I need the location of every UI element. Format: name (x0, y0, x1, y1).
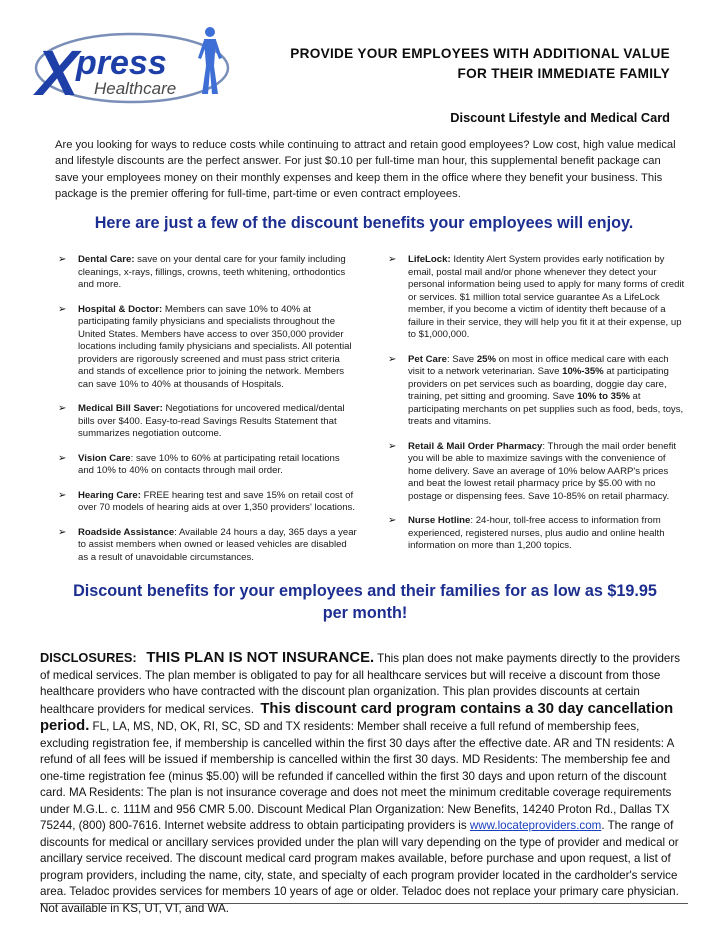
arrow-bullet-icon: ➢ (388, 515, 397, 526)
benefit-label: Nurse Hotline (408, 515, 471, 526)
benefit-label: LifeLock: (408, 254, 451, 265)
arrow-bullet-icon: ➢ (58, 303, 67, 315)
benefit-item-vision (58, 453, 358, 478)
benefits-right-column (388, 254, 686, 565)
benefit-text: save on your dental care for your family including cleanings, x-rays, fillings, crowns, teeth whitening, orthodontics and more. (78, 254, 346, 290)
arrow-bullet-icon: ➢ (388, 254, 397, 265)
benefit-item-hearing (58, 490, 358, 515)
arrow-bullet-icon: ➢ (388, 440, 397, 452)
cancellation-headline: This discount card program contains a 30 day cancellation period. (40, 700, 674, 734)
header-line-1: PROVIDE YOUR EMPLOYEES WITH ADDITIONAL VALUE (290, 46, 670, 61)
benefit-label: Medical Bill Saver: (78, 403, 163, 414)
arrow-bullet-icon: ➢ (58, 526, 67, 538)
benefit-item-hospital (58, 304, 358, 392)
header-line-2: FOR THEIR IMMEDIATE FAMILY (457, 66, 670, 81)
benefits-banner: Here are just a few of the discount benefits your employees will enjoy. (94, 214, 634, 232)
logo-top-text: press (76, 44, 167, 82)
benefit-text: : Through the mail order benefit you will be able to maximize savings with the convenience of home delivery. Save an average of 10% below AARP's prices and beat the lowest retail pharmacy price by $5.00 with no postage or dispensing fees. Save 10-85% on retail pharmacy. (408, 440, 677, 502)
benefit-item-dental (58, 254, 358, 292)
benefit-text: Identity Alert System provides early notification by email, postal mail and/or phone whenever they detect your personal information being used to apply for many forms of credit or services. $1 million total service guarantee As a LifeLock member, if you become a victim of identity theft because of a failure in their service, they will help you fit it at their expense, up to $1,000,000. (408, 254, 685, 340)
benefit-item-lifelock (388, 254, 686, 342)
benefit-label: Roadside Assistance (78, 526, 175, 538)
benefit-item-roadside (58, 527, 358, 565)
benefit-item-pharmacy (388, 441, 686, 504)
benefit-label: Dental Care: (78, 254, 135, 265)
intro-paragraph: Are you looking for ways to reduce costs while continuing to attract and retain good employees? Low cost, high value medical and lifestyle discounts are the perfect answer. For just $0.10 per full-time man hour, this supplemental benefit package can save your employees money on their monthly expenses and keep them in the office where they benefit your business. This package is the premier offering for full-time, part-time or even contract employees. (55, 139, 676, 201)
benefit-item-nurse-hotline (388, 515, 686, 553)
benefit-text: FREE hearing test and save 15% on retail cost of over 70 models of hearing aids at over 1,350 providers' locations. (78, 489, 356, 513)
not-insurance-headline: THIS PLAN IS NOT INSURANCE. (146, 650, 375, 666)
benefit-label: Hospital & Doctor: (78, 303, 163, 315)
header-title (230, 44, 670, 84)
locate-providers-link[interactable]: www.locateproviders.com (469, 819, 602, 832)
benefit-label: Retail & Mail Order Pharmacy (408, 440, 543, 452)
logo-bottom-text: Healthcare (94, 79, 177, 98)
benefit-text: Members can save 10% to 40% at participating family physicians and specialists throughout the United States. Members have access to over 350,000 provider locations including family physicians and specialists. All potential providers are rigorously screened and must pass strict criteria and stands of excellence prior to joining the network. Members can save 10% to 40% at thousands of Hospitals. (78, 303, 352, 390)
benefit-text: : Save 25% on most in office medical care with each visit to a network veterinarian. Save 10%-35% at participating providers on pet services such as boarding, doggie day care, training, pet sitting and grooming. Save 10% to 35% at participating merchants on pet supplies such as food, beds, toys, treats and vitamins. (408, 353, 684, 427)
benefit-text: Negotiations for uncovered medical/dental bills over $400. Easy-to-read Savings Results Statement that summarizes negotiation outcome. (78, 403, 345, 439)
disclosures-text-2: FL, LA, MS, ND, OK, RI, SC, SD and TX residents: Member shall receive a full refund of membership fees, excluding registration fee, if membership is cancelled within the first 30 days after the effective date. AR and TN residents: A refund of all fees will be issued if membership is cancelled within the first 30 days. MD Residents: The membership fee and one-time registration fee (minus $5.00) will be refunded if cancelled within the first 30 days and upon return of the discount card. MA Residents: The plan is not insurance coverage and does not meet the minimum creditable coverage requirements under M.G.L. c. 111M and 956 CMR 5.00. Discount Medical Plan Organization: New Benefits, 14240 Proton Rd., Dallas TX 75244, (800) 800-7616. Internet website address to obtain participating providers is (40, 720, 674, 832)
disclosures (40, 650, 688, 917)
disclosures-text-1: This plan does not make payments directly to the providers of medical services. The plan member is obligated to pay for all healthcare services but will receive a discount from those healthcare providers who have contracted with the discount plan organization. This plan provides discounts at certain healthcare providers for medical services. (40, 652, 680, 716)
benefit-text: : Available 24 hours a day, 365 days a year to assist members when owned or leased vehicles are disabled as a result of unavoidable circumstances. (78, 526, 357, 563)
xpress-healthcare-logo (32, 20, 232, 110)
benefit-text: : save 10% to 60% at participating retail locations and 10% to 40% on contacts through mail order. (78, 452, 340, 476)
arrow-bullet-icon: ➢ (58, 489, 67, 501)
benefit-label: Vision Care (78, 452, 131, 464)
arrow-bullet-icon: ➢ (388, 353, 397, 365)
price-banner: Discount benefits for your employees and their families for as low as $19.95 per month! (73, 582, 657, 622)
arrow-bullet-icon: ➢ (58, 254, 67, 265)
disclosures-label: DISCLOSURES: (40, 650, 137, 665)
benefits-left-column (58, 254, 358, 576)
bottom-rule (40, 903, 688, 904)
benefit-text: : 24-hour, toll-free access to information from experienced, registered nurses, plus audio and online health information on more than 1,200 topics. (408, 515, 665, 551)
header-subtitle: Discount Lifestyle and Medical Card (450, 110, 670, 125)
benefit-label: Pet Care (408, 353, 447, 365)
benefit-label: Hearing Care: (78, 489, 141, 501)
logo-x-glyph: X (36, 37, 79, 109)
benefit-item-medical-bill (58, 403, 358, 441)
disclosures-text-3: . The range of discounts for medical or ancillary services provided under the plan will vary depending on the type of provider and medical or ancillary service received. The discount medical card program makes available, before purchase and upon request, a list of program providers, including the name, city, state, and specialty of each program provider located in the cardholder's service area. Teladoc provides services for members 10 years of age or older. Teladoc does not replace your primary care physician. Not available in KS, UT, VT, and WA. (40, 819, 679, 915)
benefit-item-pet-care (388, 354, 686, 429)
arrow-bullet-icon: ➢ (58, 403, 67, 414)
arrow-bullet-icon: ➢ (58, 452, 67, 464)
